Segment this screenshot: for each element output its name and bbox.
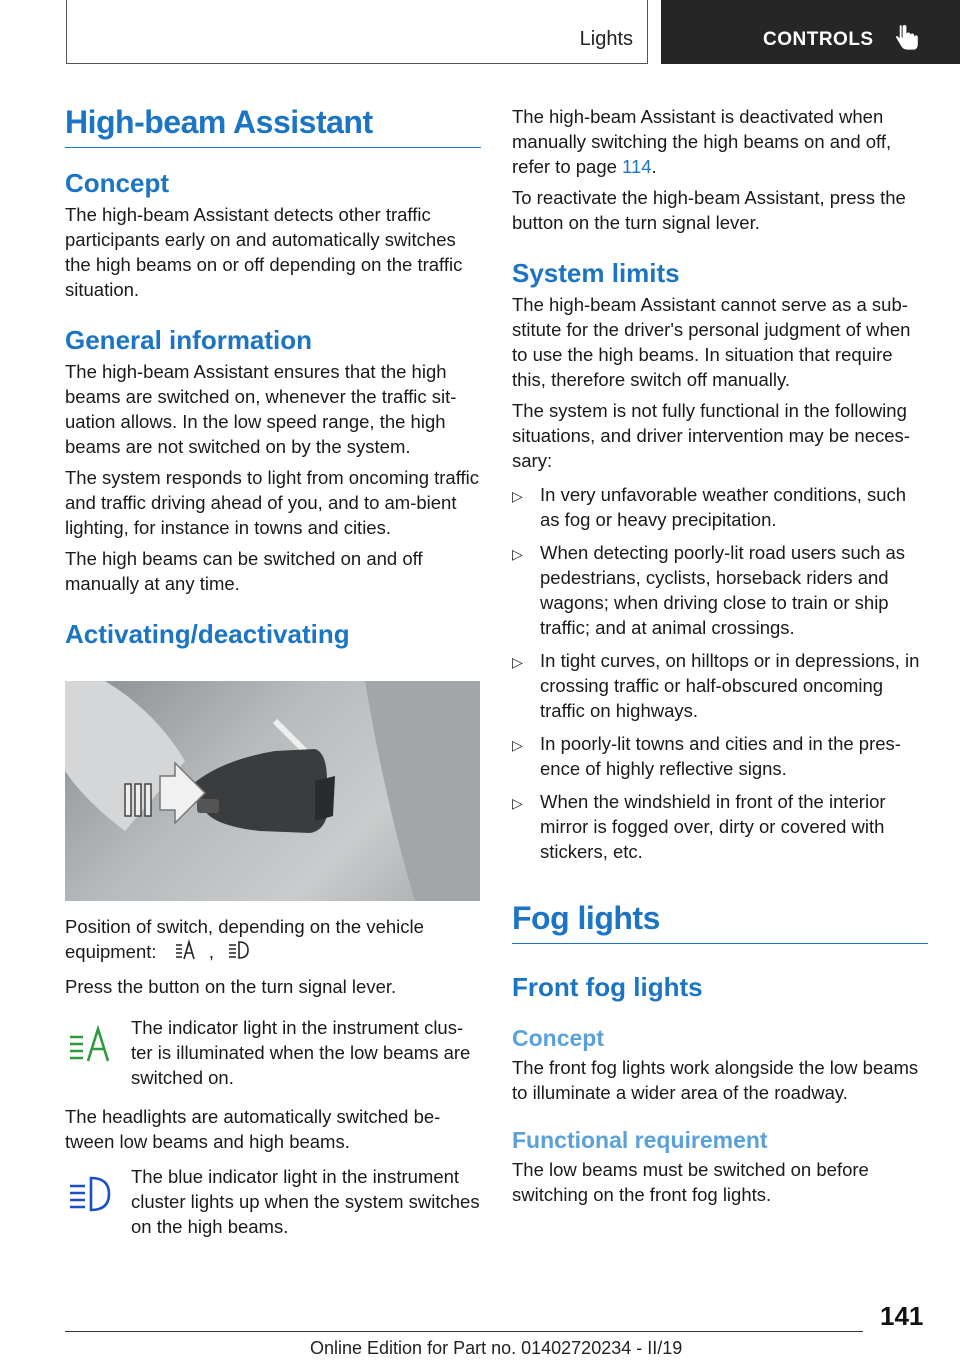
activating-heading: Activating/deactivating <box>65 619 350 649</box>
switch-caption-text: Position of switch, depending on the vehicle equipment: <box>65 916 424 962</box>
general-info-text-3: The high beams can be switched on and off manually at any time. <box>65 548 423 594</box>
left-column-lower <box>65 914 481 1239</box>
fog-concept-text: The front fog lights work alongside the low beams to illuminate a wider area of the roadway. <box>512 1057 919 1103</box>
deactivated-text <box>512 104 928 179</box>
list-item <box>512 789 928 864</box>
header-chapter-label: CONTROLS <box>763 29 874 50</box>
bullet-triangle-icon: ▷ <box>512 795 523 811</box>
footer-edition: Online Edition for Part no. 01402720234 - II/19 <box>310 1338 683 1358</box>
bullet-triangle-icon: ▷ <box>512 737 523 753</box>
front-fog-heading: Front fog lights <box>512 972 703 1002</box>
press-button-text: Press the button on the turn signal lever. <box>65 976 397 997</box>
general-info-text-2: The system responds to light from oncoming traffic and traffic driving ahead of you, and to am-bient lighting, for instance in towns and cities. <box>65 467 480 538</box>
system-limits-text-1: The high-beam Assistant cannot serve as a sub-stitute for the driver's personal judgment of when to use the high beams. In situation that require this, therefore switch off manually. <box>512 294 911 390</box>
bullet-triangle-icon: ▷ <box>512 488 523 504</box>
auto-switch-text: The headlights are automatically switched be-tween low beams and high beams. <box>65 1106 441 1152</box>
title-rule <box>65 104 481 148</box>
right-column <box>512 104 928 1207</box>
list-item <box>512 482 928 532</box>
high-beam-assistant-icon <box>174 939 196 961</box>
list-item <box>512 540 928 640</box>
page-number: 141 <box>880 1301 924 1331</box>
fog-lights-title: Fog lights <box>512 900 660 936</box>
system-limits-heading: System limits <box>512 258 680 288</box>
bullet-triangle-icon: ▷ <box>512 546 523 562</box>
page-reference-link[interactable]: 114 <box>622 156 652 177</box>
reactivate-text: To reactivate the high-beam Assistant, press the button on the turn signal lever. <box>512 187 906 233</box>
functional-requirement-heading: Functional requirement <box>512 1127 768 1153</box>
indicator-note-2-text: The blue indicator light in the instrument cluster lights up when the system switches on the high beams. <box>131 1166 480 1237</box>
switch-caption <box>65 914 481 964</box>
switch-photo <box>65 681 480 901</box>
header-section-box <box>66 0 648 64</box>
general-info-heading: General information <box>65 325 313 355</box>
turn-signal-lever-illustration <box>65 681 480 901</box>
indicator-note-1-text: The indicator light in the instrument clus-ter is illuminated when the low beams are switched on. <box>131 1017 471 1088</box>
high-beam-indicator-icon <box>68 1172 112 1216</box>
left-column <box>65 104 481 650</box>
deactivated-text-end: . <box>651 156 657 177</box>
list-item-text: When the windshield in front of the interior mirror is fogged over, dirty or covered with stickers, etc. <box>540 791 886 862</box>
header-chapter-box <box>661 0 960 64</box>
bullet-triangle-icon: ▷ <box>512 654 523 670</box>
indicator-note-2 <box>65 1164 481 1239</box>
switch-caption-sep: , <box>208 941 214 962</box>
list-item <box>512 648 928 723</box>
indicator-note-1 <box>65 1015 481 1090</box>
list-item <box>512 731 928 781</box>
header-section-label: Lights <box>579 28 633 50</box>
page-title: High-beam Assistant <box>65 104 373 140</box>
high-beam-icon <box>227 939 249 961</box>
limits-list <box>512 482 928 864</box>
fog-concept-heading: Concept <box>512 1025 604 1051</box>
system-limits-text-2: The system is not fully functional in the following situations, and driver intervention may be neces-sary: <box>512 400 910 471</box>
fog-lights-rule <box>512 900 928 944</box>
footer-rule <box>65 1331 863 1332</box>
functional-requirement-text: The low beams must be switched on before switching on the front fog lights. <box>512 1159 869 1205</box>
high-beam-assistant-indicator-icon <box>68 1023 112 1067</box>
pointing-hand-icon <box>895 24 921 52</box>
list-item-text: In poorly-lit towns and cities and in the pres-ence of highly reflective signs. <box>540 733 901 779</box>
concept-heading: Concept <box>65 168 169 198</box>
list-item-text: In tight curves, on hilltops or in depressions, in crossing traffic or half-obscured oncoming traffic on highways. <box>540 650 920 721</box>
concept-text: The high-beam Assistant detects other traffic participants early on and automatically switches the high beams on or off depending on the traffic situation. <box>65 204 463 300</box>
list-item-text: In very unfavorable weather conditions, such as fog or heavy precipitation. <box>540 484 907 530</box>
list-item-text: When detecting poorly-lit road users such as pedestrians, cyclists, horseback riders and wagons; when driving close to train or ship traffic; and at animal crossings. <box>540 542 906 638</box>
deactivated-text-main: The high-beam Assistant is deactivated when manually switching the high beams on and off, refer to page <box>512 106 892 177</box>
general-info-text-1: The high-beam Assistant ensures that the high beams are switched on, whenever the traffic sit-uation allows. In the low speed range, the high beams are not switched on by the system. <box>65 361 457 457</box>
